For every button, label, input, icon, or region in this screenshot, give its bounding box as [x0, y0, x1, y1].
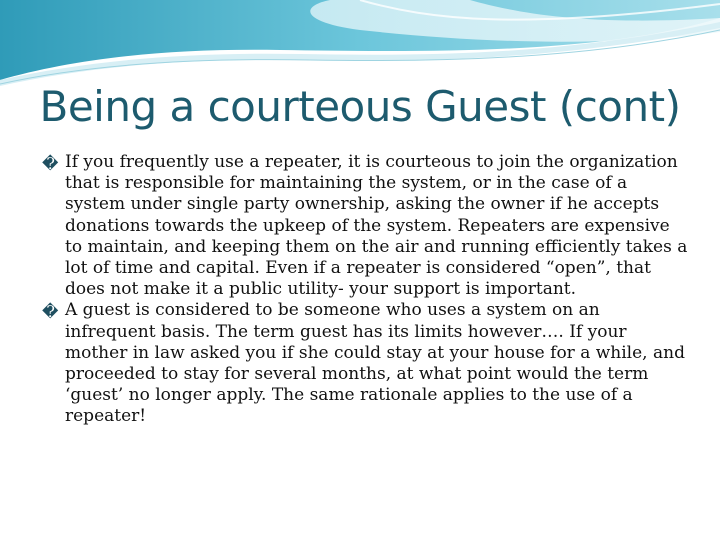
bullet-marker-icon: �: [42, 302, 59, 322]
bullet-list: [42, 152, 690, 428]
bullet-item: [42, 300, 690, 427]
bullet-marker-icon: �: [42, 154, 59, 173]
bullet-item: [42, 152, 690, 300]
bullet-text: If you frequently use a repeater, it is courteous to join the organization that is responsible for maintaining the system, or in the case of a system under single party ownership, asking the owner if he accepts donations towards the upkeep of the system. Repeaters are expensive to maintain, and keeping them on the air and running efficiently takes a lot of time and capital. Even if a repeater is considered “open”, that does not make it a public utility- your support is important.: [65, 152, 688, 300]
bullet-text: A guest is considered to be someone who uses a system on an infrequent basis. The term guest has its limits however…. If your mother in law asked you if she could stay at your house for a while, and proceeded to stay for several months, at what point would the term ‘guest’ no longer apply. The same rationale applies to the use of a repeater!: [65, 300, 685, 427]
header-wave-decoration: [0, 0, 720, 90]
slide-title: Being a courteous Guest (cont): [39, 82, 681, 131]
